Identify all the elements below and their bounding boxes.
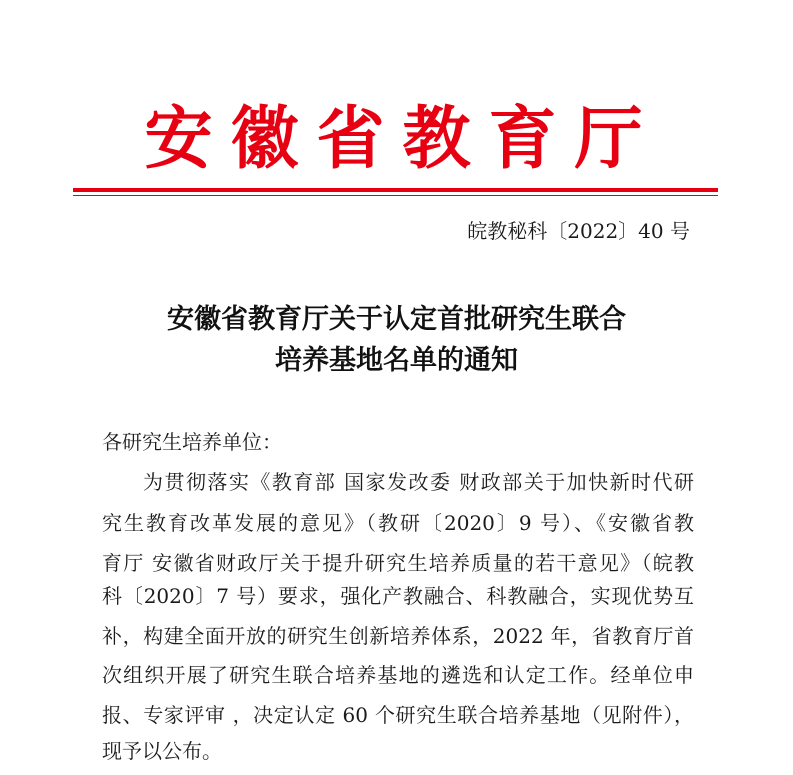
body-text-line: 补，构建全面开放的研究生创新培养体系，2022 年，省教育厅首 (102, 624, 694, 648)
body-text-line: 现予以公布。 (102, 739, 222, 763)
body-text-line: 育厅 安徽省财政厅关于提升研究生培养质量的若干意见》（皖教 (102, 551, 694, 575)
body-text-line: 报、专家评审 ，决定认定 60 个研究生联合培养基地（见附件）， (102, 703, 694, 727)
document-number: 皖教秘科〔2022〕40 号 (467, 219, 690, 243)
body-text-line: 次组织开展了研究生联合培养基地的遴选和认定工作。经单位申 (102, 663, 694, 687)
document-title-line-1: 安徽省教育厅关于认定首批研究生联合 (167, 304, 626, 335)
document-title-line-2: 培养基地名单的通知 (275, 345, 518, 376)
body-text-line: 究生教育改革发展的意见》（教研〔2020〕9 号）、《安徽省教 (102, 511, 694, 535)
letterhead-red-rule-thin (73, 195, 718, 196)
body-text-line: 科〔2020〕7 号）要求，强化产教融合、科教融合，实现优势互 (102, 584, 694, 608)
body-text-line: 为贯彻落实《教育部 国家发改委 财政部关于加快新时代研 (143, 470, 694, 494)
letterhead-red-rule-thick (73, 188, 718, 192)
agency-letterhead-title: 安徽省教育厅 (144, 100, 661, 179)
salutation: 各研究生培养单位： (102, 430, 282, 454)
